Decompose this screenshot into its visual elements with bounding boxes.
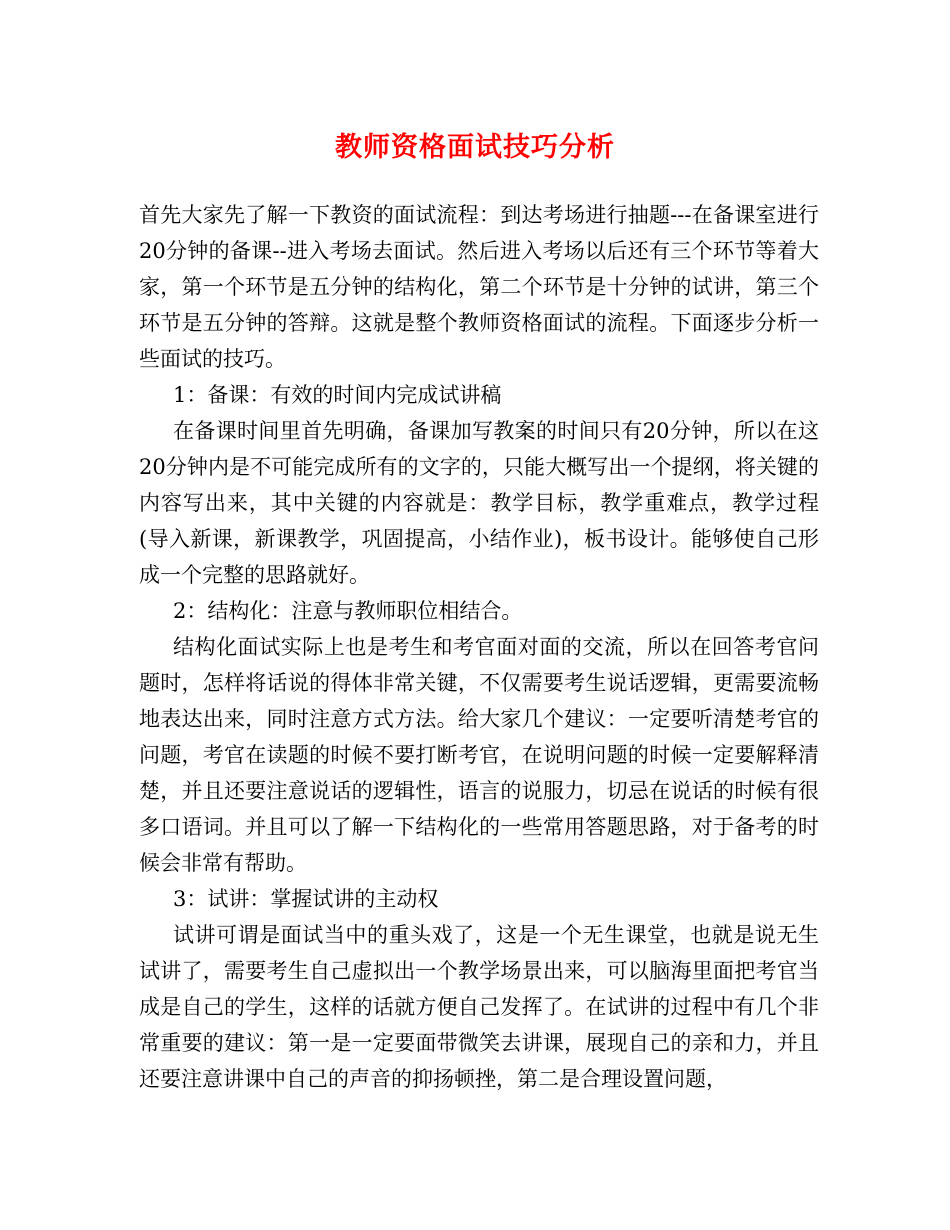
- document-title: 教师资格面试技巧分析: [335, 132, 615, 163]
- paragraph-prep: 在备课时间里首先明确，备课加写教案的时间只有20分钟，所以在这20分钟内是不可能完成所有的文字的，只能大概写出一个提纲，将关键的内容写出来，其中关键的内容就是：教学目标，教学重难点，教学过程(导入新课，新课教学，巩固提高，小结作业)，板书设计。能够使自己形成一个完整的思路就好。: [139, 419, 819, 587]
- paragraph-intro: 首先大家先了解一下教资的面试流程：到达考场进行抽题---在备课室进行20分钟的备课--进入考场去面试。然后进入考场以后还有三个环节等着大家，第一个环节是五分钟的结构化，第二个环节是十分钟的试讲，第三个环节是五分钟的答辩。这就是整个教师资格面试的流程。下面逐步分析一些面试的技巧。: [139, 203, 819, 371]
- section-heading-prep: 1：备课：有效的时间内完成试讲稿: [173, 383, 502, 407]
- section-heading-structured: 2：结构化：注意与教师职位相结合。: [173, 599, 523, 623]
- paragraph-trial-lecture: 试讲可谓是面试当中的重头戏了，这是一个无生课堂，也就是说无生试讲了，需要考生自己虚拟出一个教学场景出来，可以脑海里面把考官当成是自己的学生，这样的话就方便自己发挥了。在试讲的过程中有几个非常重要的建议：第一是一定要面带微笑去讲课，展现自己的亲和力，并且还要注意讲课中自己的声音的抑扬顿挫，第二是合理设置问题，: [139, 923, 819, 1091]
- document-body: [139, 197, 819, 1097]
- paragraph-structured: 结构化面试实际上也是考生和考官面对面的交流，所以在回答考官问题时，怎样将话说的得体非常关键，不仅需要考生说话逻辑，更需要流畅地表达出来，同时注意方式方法。给大家几个建议：一定要听清楚考官的问题，考官在读题的时候不要打断考官，在说明问题的时候一定要解释清楚，并且还要注意说话的逻辑性，语言的说服力，切忌在说话的时候有很多口语词。并且可以了解一下结构化的一些常用答题思路，对于备考的时候会非常有帮助。: [139, 635, 819, 875]
- section-heading-trial-lecture: 3：试讲：掌握试讲的主动权: [173, 887, 439, 911]
